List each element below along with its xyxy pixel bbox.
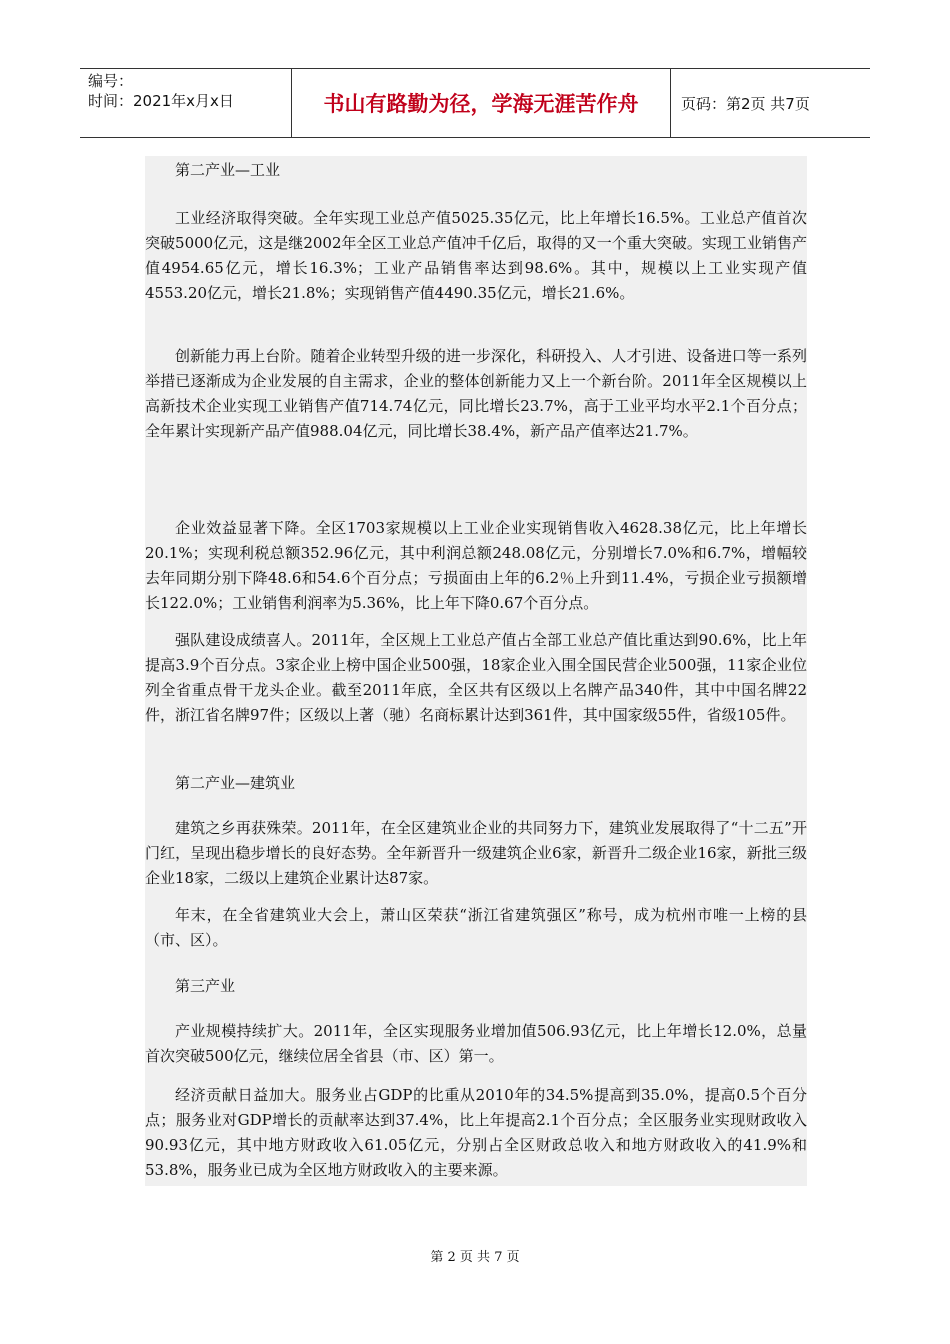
document-body: [145, 156, 807, 1186]
header-motto: 书山有路勤为径，学海无涯苦作舟: [292, 69, 671, 137]
page-footer: 第 2 页 共 7 页: [430, 1250, 520, 1265]
header-info: [80, 69, 292, 137]
paragraph-industrial-breakthrough: 工业经济取得突破。全年实现工业总产值5025.35亿元，比上年增长16.5%。工业总产值首次突破5000亿元，这是继2002年全区工业总产值冲千亿后，取得的又一个重大突破。实现工业销售产值4954.65亿元，增长16.3%；工业产品销售率达到98.6%。其中，规模以上工业实现产值4553.20亿元，增长21.8%；实现销售产值4490.35亿元，增长21.6%。: [145, 209, 807, 302]
paragraph-construction-award: 年末，在全省建筑业大会上，萧山区荣获“浙江省建筑强区”称号，成为杭州市唯一上榜的县（市、区）。: [145, 906, 807, 949]
paragraph-enterprise-benefit: 企业效益显著下降。全区1703家规模以上工业企业实现销售收入4628.38亿元，比上年增长20.1%；实现利税总额352.96亿元，其中利润总额248.08亿元，分别增长7.0%和6.7%，增幅较去年同期分别下降48.6和54.6个百分点；亏损面由上年的6.2％上升到11.4%，亏损企业亏损额增长122.0%；工业销售利润率为5.36%，比上年下降0.67个百分点。: [145, 519, 807, 612]
section-heading-construction: 第二产业—建筑业: [175, 774, 296, 792]
paragraph-economic-contribution: 经济贡献日益加大。服务业占GDP的比重从2010年的34.5%提高到35.0%，提高0.5个百分点；服务业对GDP增长的贡献率达到37.4%，比上年提高2.1个百分点；全区服务业实现财政收入90.93亿元，其中地方财政收入61.05亿元，分别占全区财政总收入和地方财政收入的41.9%和53.8%，服务业已成为全区地方财政收入的主要来源。: [145, 1086, 807, 1179]
document-date: 时间：2021年x月x日: [88, 92, 234, 110]
paragraph-service-scale: 产业规模持续扩大。2011年，全区实现服务业增加值506.93亿元，比上年增长12.0%，总量首次突破500亿元，继续位居全省县（市、区）第一。: [145, 1022, 807, 1065]
paragraph-construction-honor: 建筑之乡再获殊荣。2011年，在全区建筑业企业的共同努力下，建筑业发展取得了“十二五”开门红，呈现出稳步增长的良好态势。全年新晋升一级建筑企业6家，新晋升二级企业16家，新批三级企业18家，二级以上建筑企业累计达87家。: [145, 819, 807, 887]
header-page-info: 页码：第2页 共7页: [681, 94, 810, 113]
document-number: 编号：: [88, 72, 134, 90]
section-heading-services: 第三产业: [175, 977, 236, 995]
paragraph-strong-enterprises: 强队建设成绩喜人。2011年，全区规上工业总产值占全部工业总产值比重达到90.6%，比上年提高3.9个百分点。3家企业上榜中国企业500强，18家企业入围全国民营企业500强，11家企业位列全省重点骨干龙头企业。截至2011年底，全区共有区级以上名牌产品340件，其中中国名牌22件，浙江省名牌97件；区级以上著（驰）名商标累计达到361件，其中国家级55件，省级105件。: [145, 631, 807, 724]
paragraph-innovation: 创新能力再上台阶。随着企业转型升级的进一步深化，科研投入、人才引进、设备进口等一系列举措已逐渐成为企业发展的自主需求，企业的整体创新能力又上一个新台阶。2011年全区规模以上高新技术企业实现工业销售产值714.74亿元，同比增长23.7%，高于工业平均水平2.1个百分点；全年累计实现新产品产值988.04亿元，同比增长38.4%，新产品产值率达21.7%。: [145, 347, 807, 440]
page-header: [80, 68, 870, 138]
section-heading-industry: 第二产业—工业: [175, 161, 281, 179]
